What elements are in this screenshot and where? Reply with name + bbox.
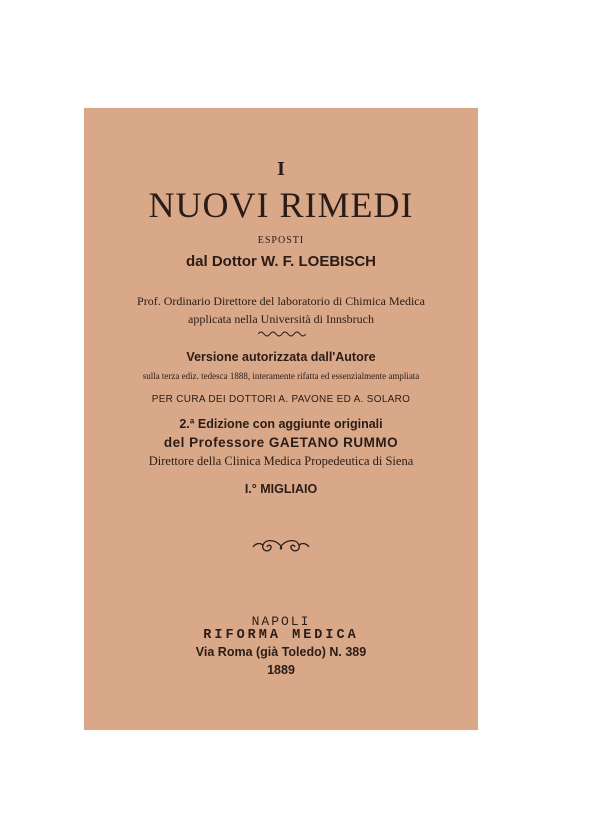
version-line: Versione autorizzata dall'Autore — [186, 350, 376, 364]
address-line: Via Roma (già Toledo) N. 389 — [195, 645, 367, 659]
thousand-line: I.° MIGLIAIO — [244, 482, 318, 496]
city-line: NAPOLI — [251, 614, 311, 629]
ornament-icon — [251, 535, 311, 557]
author-role-line1: Prof. Ordinario Direttore del laboratorio di Chimica Medica — [137, 294, 425, 308]
professor-line: del Professore GAETANO RUMMO — [163, 435, 399, 450]
director-line: Direttore della Clinica Medica Propedeutica di Siena — [148, 454, 414, 468]
author-line: dal Dottor W. F. LOEBISCH — [186, 253, 376, 270]
edition-line: 2.ª Edizione con aggiunte originali — [179, 417, 383, 431]
year-line: 1889 — [267, 663, 295, 677]
wavy-rule-icon — [258, 330, 306, 338]
title-page — [84, 108, 478, 730]
volume-number: I — [277, 158, 285, 180]
edition-note: sulla terza ediz. tedesca 1888, interamente rifatta ed essenzialmente ampliata — [142, 371, 420, 381]
author-role-line2: applicata nella Università di Innsbruch — [188, 312, 374, 326]
publisher-line: RIFORMA MEDICA — [203, 628, 359, 643]
book-title: NUOVI RIMEDI — [148, 185, 414, 225]
curators-line: PER CURA DEI DOTTORI A. PAVONE ED A. SOLARO — [151, 394, 411, 405]
esposti-label: ESPOSTI — [257, 235, 305, 246]
